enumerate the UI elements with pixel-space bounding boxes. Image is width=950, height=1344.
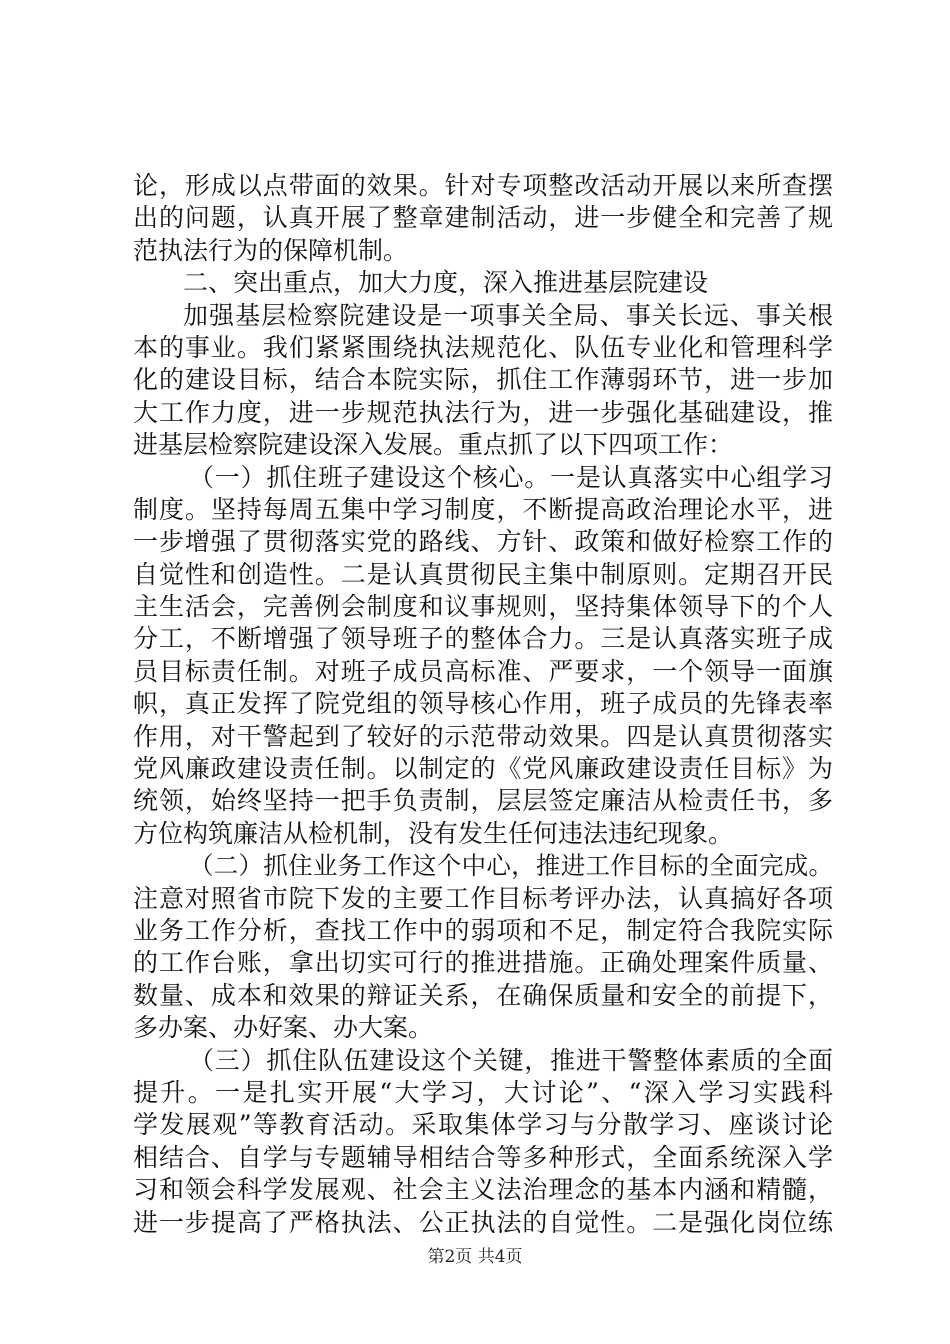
text-line: 多办案、办好案、办大案。 — [133, 1013, 434, 1043]
text-line: 进一步提高了严格执法、公正执法的自觉性。二是强化岗位练 — [133, 1207, 833, 1237]
text-line: 进基层检察院建设深入发展。重点抓了以下四项工作： — [133, 430, 734, 460]
text-line: 制度。坚持每周五集中学习制度，不断提高政治理论水平，进 — [133, 494, 833, 524]
text-line: 方位构筑廉洁从检机制，没有发生任何违法违纪现象。 — [133, 818, 734, 848]
text-line: 学发展观”等教育活动。采取集体学习与分散学习、座谈讨论 — [133, 1110, 833, 1140]
text-line: 相结合、自学与专题辅导相结合等多种形式，全面系统深入学 — [133, 1142, 833, 1172]
text-line: 员目标责任制。对班子成员高标准、严要求，一个领导一面旗 — [133, 656, 833, 686]
text-line: 一步增强了贯彻落实党的路线、方针、政策和做好检察工作的 — [133, 527, 833, 557]
text-line: 数量、成本和效果的辩证关系，在确保质量和安全的前提下， — [133, 980, 833, 1010]
text-line: 作用，对干警起到了较好的示范带动效果。四是认真贯彻落实 — [133, 721, 833, 751]
text-line: 出的问题，认真开展了整章建制活动，进一步健全和完善了规 — [133, 203, 833, 233]
text-line: 化的建设目标，结合本院实际，抓住工作薄弱环节，进一步加 — [133, 365, 833, 395]
text-line: （三）抓住队伍建设这个关键，推进干警整体素质的全面 — [189, 1045, 833, 1075]
text-line: 主生活会，完善例会制度和议事规则，坚持集体领导下的个人 — [133, 592, 833, 622]
text-line: 注意对照省市院下发的主要工作目标考评办法，认真搞好各项 — [133, 883, 833, 913]
text-line: （一）抓住班子建设这个核心。一是认真落实中心组学习 — [189, 462, 833, 492]
text-line: 本的事业。我们紧紧围绕执法规范化、队伍专业化和管理科学 — [133, 332, 833, 362]
page-footer: 第2页 共4页 — [427, 1247, 523, 1267]
text-line: 的工作台账，拿出切实可行的推进措施。正确处理案件质量、 — [133, 948, 833, 978]
text-line: 二、突出重点，加大力度，深入推进基层院建设 — [183, 268, 709, 298]
text-line: （二）抓住业务工作这个中心，推进工作目标的全面完成。 — [189, 851, 833, 881]
text-line: 加强基层检察院建设是一项事关全局、事关长远、事关根 — [183, 300, 833, 330]
text-line: 大工作力度，进一步规范执法行为，进一步强化基础建设，推 — [133, 397, 833, 427]
text-line: 统领，始终坚持一把手负责制，层层签定廉洁从检责任书，多 — [133, 786, 833, 816]
text-line: 业务工作分析，查找工作中的弱项和不足，制定符合我院实际 — [133, 915, 833, 945]
text-line: 党风廉政建设责任制。以制定的《党风廉政建设责任目标》为 — [133, 754, 833, 784]
text-line: 范执法行为的保障机制。 — [133, 235, 409, 265]
text-line: 习和领会科学发展观、社会主义法治理念的基本内涵和精髓， — [133, 1175, 833, 1205]
text-line: 帜，真正发挥了院党组的领导核心作用，班子成员的先锋表率 — [133, 689, 833, 719]
document-body — [133, 170, 833, 1239]
text-line: 自觉性和创造性。二是认真贯彻民主集中制原则。定期召开民 — [133, 559, 833, 589]
text-line: 提升。一是扎实开展“大学习，大讨论”、“深入学习实践科 — [133, 1077, 833, 1107]
text-line: 分工，不断增强了领导班子的整体合力。三是认真落实班子成 — [133, 624, 833, 654]
text-line: 论，形成以点带面的效果。针对专项整改活动开展以来所查摆 — [133, 171, 833, 200]
